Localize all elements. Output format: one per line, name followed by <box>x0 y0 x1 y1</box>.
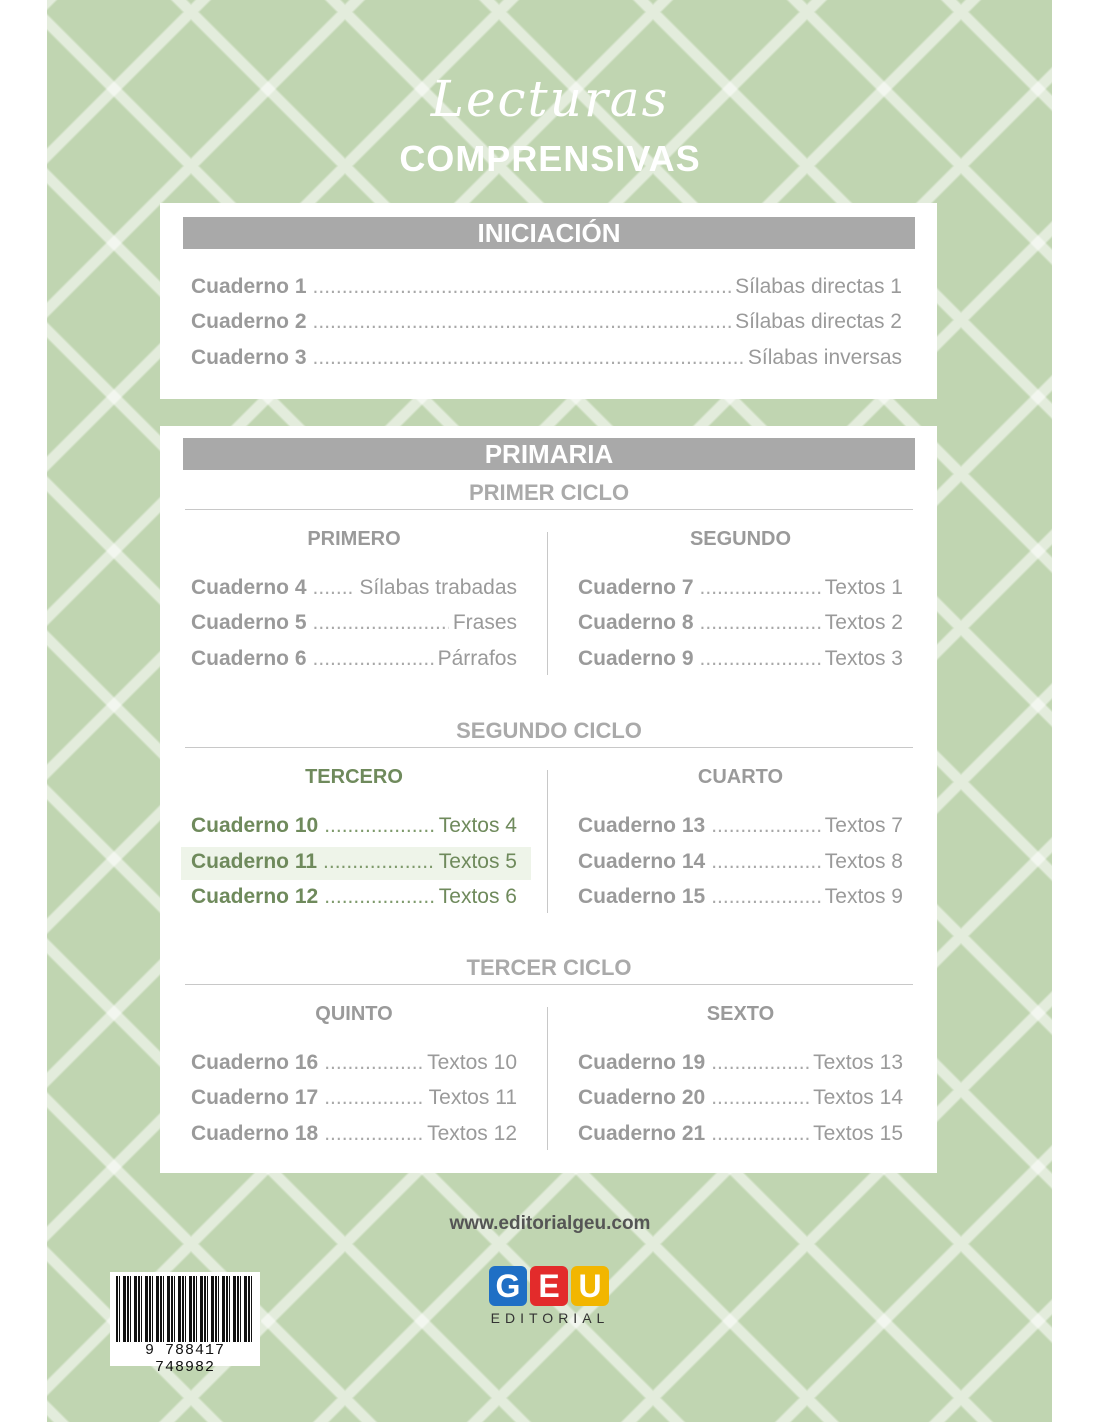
entry-label: Cuaderno 14 <box>578 850 706 873</box>
entry-label: Cuaderno 19 <box>578 1051 706 1074</box>
primaria-entry <box>578 647 903 677</box>
dot-leader <box>324 1086 424 1110</box>
entry-label: Cuaderno 11 <box>191 850 318 873</box>
primaria-entry <box>578 814 903 844</box>
entry-value: Textos 7 <box>824 814 903 837</box>
column-title: PRIMERO <box>307 528 401 550</box>
entry-label: Cuaderno 9 <box>578 647 694 670</box>
entry-value: Párrafos <box>437 647 517 670</box>
primaria-entry <box>191 1086 517 1116</box>
primaria-entry <box>578 611 903 641</box>
entry-value: Textos 11 <box>428 1086 517 1109</box>
entry-value: Textos 12 <box>427 1122 517 1145</box>
entry-value: Textos 8 <box>824 850 903 873</box>
iniciacion-heading: INICIACIÓN <box>183 217 915 249</box>
entry-label: Cuaderno 12 <box>191 885 319 908</box>
primaria-entry <box>578 1086 903 1116</box>
entry-value: Textos 14 <box>813 1086 903 1109</box>
entry-value: Textos 4 <box>438 814 517 837</box>
entry-label: Cuaderno 20 <box>578 1086 706 1109</box>
dot-leader <box>313 647 434 671</box>
title-main: COMPRENSIVAS <box>399 138 701 179</box>
entry-value: Sílabas inversas <box>747 346 902 369</box>
logo-letter-e: E <box>530 1266 568 1306</box>
dot-leader <box>324 1051 423 1075</box>
entry-label: Cuaderno 17 <box>191 1086 319 1109</box>
dot-leader <box>323 850 435 874</box>
dot-leader <box>711 1122 809 1146</box>
entry-label: Cuaderno 5 <box>191 611 307 634</box>
primaria-entry <box>191 885 517 915</box>
entry-label: Cuaderno 2 <box>191 310 307 333</box>
entry-value: Textos 15 <box>813 1122 903 1145</box>
dot-leader <box>711 850 821 874</box>
isbn-number: 9 788417 748982 <box>144 1342 225 1376</box>
barcode-icon <box>116 1276 254 1342</box>
entry-label: Cuaderno 7 <box>578 576 694 599</box>
dot-leader <box>711 1051 809 1075</box>
entry-label: Cuaderno 16 <box>191 1051 319 1074</box>
logo-subtitle: EDITORIAL <box>490 1310 610 1326</box>
dot-leader <box>711 885 821 909</box>
logo-letter-u: U <box>571 1266 609 1306</box>
column-divider <box>547 770 548 913</box>
entry-value: Textos 9 <box>824 885 903 908</box>
entry-value: Sílabas directas 1 <box>735 275 902 298</box>
column-title: SEGUNDO <box>689 528 792 550</box>
column-title: QUINTO <box>315 1003 393 1025</box>
cycle-title: PRIMER CICLO <box>468 480 630 505</box>
entry-label: Cuaderno 1 <box>191 275 307 298</box>
entry-value: Sílabas trabadas <box>359 576 517 599</box>
column-divider <box>547 532 548 675</box>
entry-value: Textos 6 <box>438 885 517 908</box>
entry-label: Cuaderno 15 <box>578 885 706 908</box>
entry-value: Sílabas directas 2 <box>735 310 902 333</box>
entry-label: Cuaderno 6 <box>191 647 307 670</box>
dot-leader <box>711 1086 809 1110</box>
primaria-entry <box>191 1051 517 1081</box>
dot-leader <box>313 275 732 299</box>
column-divider <box>547 1007 548 1150</box>
primaria-entry <box>191 611 517 641</box>
primaria-entry <box>578 1051 903 1081</box>
entry-label: Cuaderno 4 <box>191 576 307 599</box>
dot-leader <box>700 576 821 600</box>
entry-label: Cuaderno 8 <box>578 611 694 634</box>
primaria-entry <box>578 885 903 915</box>
iniciacion-entry <box>191 310 902 340</box>
entry-value: Frases <box>452 611 517 634</box>
title-script: Lecturas <box>430 70 670 128</box>
dot-leader <box>324 814 435 838</box>
dot-leader <box>324 1122 423 1146</box>
entry-label: Cuaderno 18 <box>191 1122 319 1145</box>
logo-letter-g: G <box>489 1266 527 1306</box>
dot-leader <box>313 576 356 600</box>
cycle-divider <box>185 747 913 748</box>
cycle-title: TERCER CICLO <box>466 955 632 980</box>
column-title: TERCERO <box>305 766 403 788</box>
primaria-entry <box>191 647 517 677</box>
primaria-entry <box>191 1122 517 1152</box>
entry-label: Cuaderno 10 <box>191 814 319 837</box>
dot-leader <box>324 885 435 909</box>
entry-label: Cuaderno 21 <box>578 1122 706 1145</box>
entry-value: Textos 5 <box>438 850 517 873</box>
primaria-entry <box>191 850 517 880</box>
dot-leader <box>711 814 821 838</box>
column-title: SEXTO <box>706 1003 775 1025</box>
publisher-url[interactable]: www.editorialgeu.com <box>449 1213 651 1234</box>
entry-value: Textos 13 <box>813 1051 903 1074</box>
entry-label: Cuaderno 13 <box>578 814 706 837</box>
barcode <box>110 1272 260 1376</box>
primaria-entry <box>578 850 903 880</box>
dot-leader <box>313 611 449 635</box>
primaria-heading: PRIMARIA <box>183 438 915 470</box>
dot-leader <box>700 647 821 671</box>
cycle-divider <box>185 984 913 985</box>
primaria-entry <box>578 576 903 606</box>
primaria-entry <box>578 1122 903 1152</box>
iniciacion-entry <box>191 275 902 305</box>
column-title: CUARTO <box>697 766 784 788</box>
entry-value: Textos 10 <box>427 1051 517 1074</box>
dot-leader <box>313 346 744 370</box>
primaria-entry <box>191 576 517 606</box>
entry-value: Textos 3 <box>824 647 903 670</box>
iniciacion-entry <box>191 346 902 376</box>
primaria-entry <box>191 814 517 844</box>
entry-value: Textos 1 <box>824 576 903 599</box>
cycle-divider <box>185 509 913 510</box>
entry-label: Cuaderno 3 <box>191 346 307 369</box>
cycle-title: SEGUNDO CICLO <box>456 718 642 743</box>
dot-leader <box>313 310 732 334</box>
entry-value: Textos 2 <box>824 611 903 634</box>
dot-leader <box>700 611 821 635</box>
